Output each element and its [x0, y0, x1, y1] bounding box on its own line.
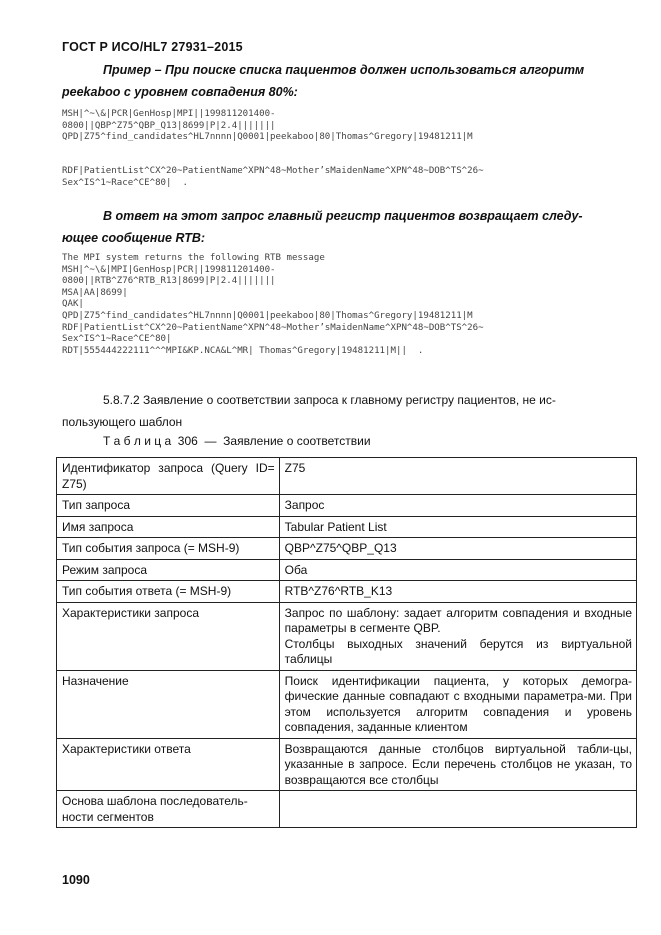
row-value: Запрос	[279, 495, 636, 517]
conformance-table	[56, 457, 637, 828]
section-heading-line2: пользующего шаблон	[62, 415, 183, 429]
table-row	[57, 538, 637, 560]
table-row	[57, 516, 637, 538]
table-row	[57, 495, 637, 517]
table-row	[57, 670, 637, 738]
row-label: Характеристики ответа	[57, 738, 280, 791]
row-label: Тип события запроса (= MSH-9)	[57, 538, 280, 560]
example1-line2: peekaboo с уровнем совпадения 80%:	[62, 85, 298, 99]
row-value	[279, 791, 636, 828]
row-value: Tabular Patient List	[279, 516, 636, 538]
example2-line2: ющее сообщение RTB:	[62, 231, 206, 245]
row-value: RTB^Z76^RTB_K13	[279, 581, 636, 603]
table-row	[57, 602, 637, 670]
table-row	[57, 458, 637, 495]
row-label: Тип события ответа (= MSH-9)	[57, 581, 280, 603]
row-value	[279, 602, 636, 670]
row-label: Основа шаблона последователь-ности сегментов	[57, 791, 280, 828]
row-label: Назначение	[57, 670, 280, 738]
row-value-para1: Запрос по шаблону: задает алгоритм совпадения и входные параметры в сегменте QBP.	[284, 605, 632, 635]
row-value: QBP^Z75^QBP_Q13	[279, 538, 636, 560]
row-value: Поиск идентификации пациента, у которых демогра-фические данные совпадают с входными параметра-ми. При этом используется алгоритм совпадения и уровень совпадения, заданные клиентом	[279, 670, 636, 738]
row-label: Режим запроса	[57, 559, 280, 581]
row-label: Характеристики запроса	[57, 602, 280, 670]
table-row	[57, 738, 637, 791]
table-row	[57, 581, 637, 603]
section-heading-line1: 5.8.7.2 Заявление о соответствии запроса к главному регистру пациентов, не ис-	[103, 393, 556, 407]
row-value: Оба	[279, 559, 636, 581]
example2-code-block: The MPI system returns the following RTB message MSH|^~\&|MPI|GenHosp|PCR||199811201400- 0800||RTB^Z76^RTB_R13|8699|P|2.4||||||| MSA|AA|8699| QAK| QPD|Z75^find_candidates^HL7nnnn|Q0001|peekaboo|80|Thomas^Gregory|19481211|M RDF|PatientList^CX^20~PatientName^XPN^48~Mother’sMaidenName^XPN^48~DOB^TS^26~ Sex^IS^1~Race^CE^80| RDT|555444222111^^^MPI&KP.NCA&L^MR| Thomas^Gregory|19481211|M|| .	[62, 253, 484, 356]
document-header: ГОСТ Р ИСО/HL7 27931–2015	[62, 40, 243, 54]
row-value-para2: Столбцы выходных значений берутся из виртуальной таблицы	[284, 636, 632, 666]
example2-line1: В ответ на этот запрос главный регистр пациентов возвращает следу-	[103, 209, 583, 223]
row-label: Идентификатор запроса (Query ID= Z75)	[57, 458, 280, 495]
row-label: Имя запроса	[57, 516, 280, 538]
example1-line1: Пример – При поиске списка пациентов должен использоваться алгоритм	[103, 63, 585, 77]
row-value: Z75	[279, 458, 636, 495]
table-row	[57, 559, 637, 581]
example1-code-block-2: RDF|PatientList^CX^20~PatientName^XPN^48~Mother’sMaidenName^XPN^48~DOB^TS^26~ Sex^IS^1~Race^CE^80| .	[62, 166, 484, 188]
row-label: Тип запроса	[57, 495, 280, 517]
table-caption: Т а б л и ц а 306 — Заявление о соответствии	[103, 434, 371, 448]
example1-code-block: MSH|^~\&|PCR|GenHosp|MPI||199811201400- 0800||QBP^Z75^QBP_Q13|8699|P|2.4||||||| QPD|Z75^find_candidates^HL7nnnn|Q0001|peekaboo|80|Thomas^Gregory|19481211|M	[62, 109, 473, 143]
page-number: 1090	[62, 873, 90, 887]
row-value: Возвращаются данные столбцов виртуальной табли-цы, указанные в запросе. Если перечень столбцов не указан, то возвращаются все столбцы	[279, 738, 636, 791]
table-row	[57, 791, 637, 828]
